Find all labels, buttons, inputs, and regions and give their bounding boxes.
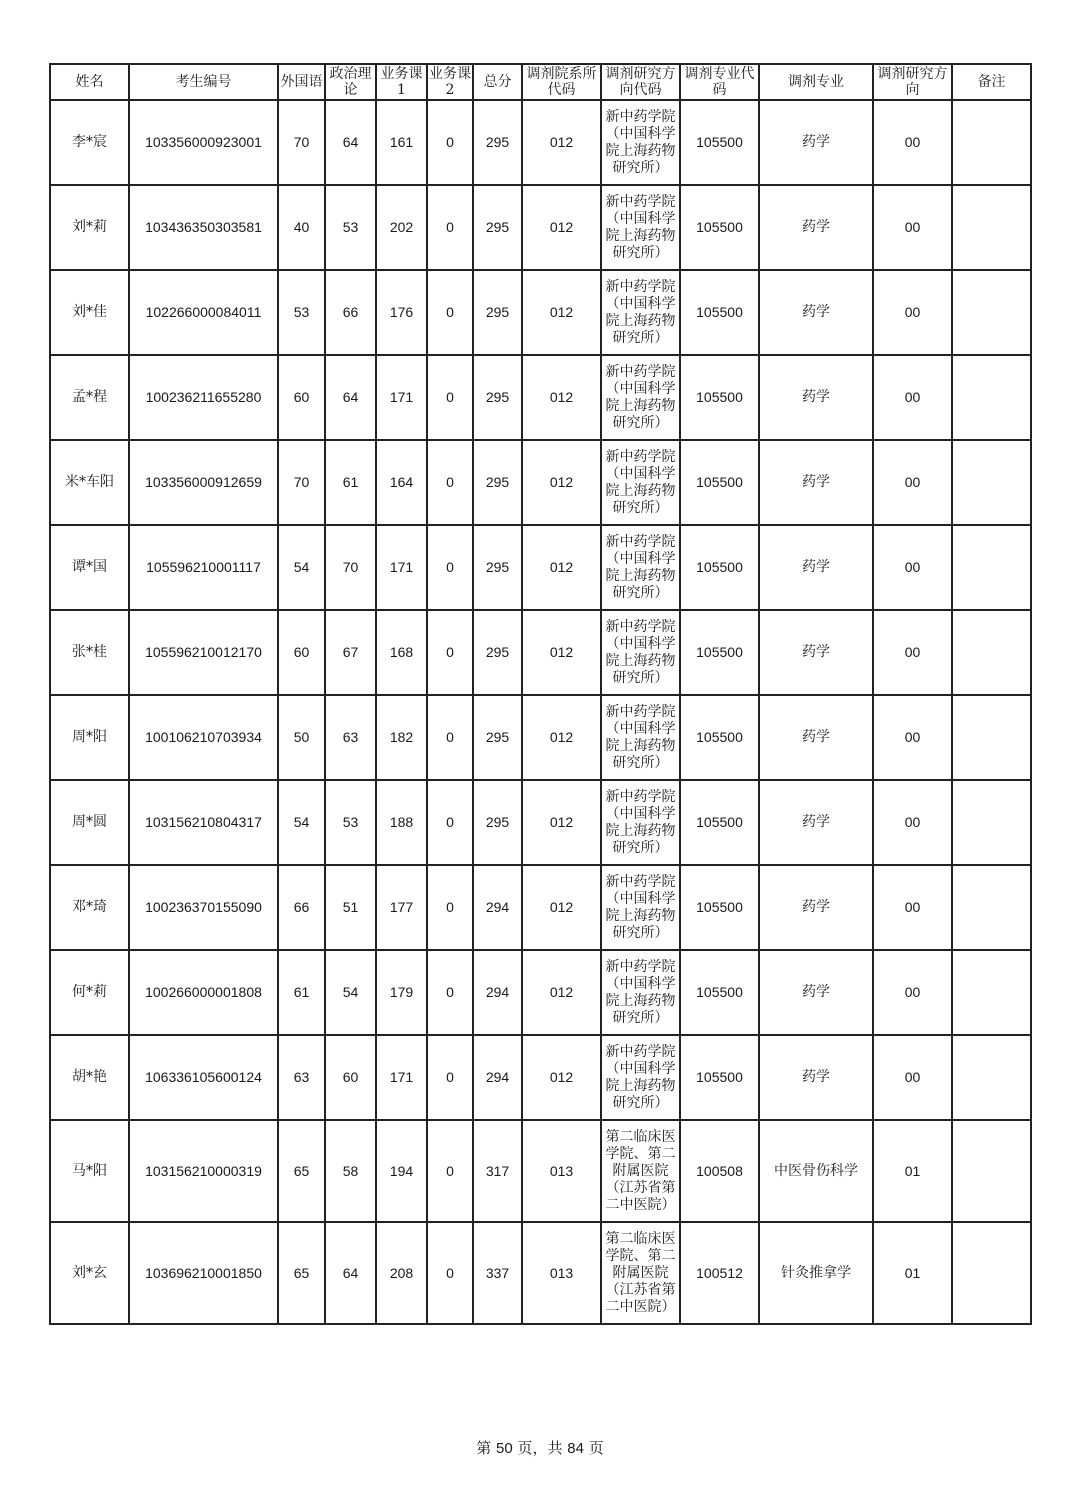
table-row [50,440,1031,525]
cell-politics: 70 [325,525,376,610]
cell-exam-id: 103156210804317 [129,780,278,865]
cell-foreign-language: 54 [278,780,325,865]
cell-total: 295 [473,355,522,440]
cell-major-code: 105500 [680,185,759,270]
cell-foreign-language: 50 [278,695,325,780]
cell-direction: 01 [873,1120,952,1222]
cell-course2: 0 [427,1035,473,1120]
cell-foreign-language: 63 [278,1035,325,1120]
footer-prefix: 第 [476,1439,492,1457]
cell-major: 药学 [759,695,873,780]
cell-direction: 00 [873,695,952,780]
cell-dept-code: 012 [522,185,601,270]
cell-name: 刘*玄 [50,1222,129,1324]
cell-direction: 00 [873,100,952,185]
cell-direction-code: 第二临床医学院、第二附属医院（江苏省第二中医院） [601,1120,680,1222]
table-row [50,185,1031,270]
footer-page-number: 50 [496,1440,513,1457]
cell-course2: 0 [427,610,473,695]
cell-course2: 0 [427,525,473,610]
cell-course2: 0 [427,100,473,185]
cell-dept-code: 012 [522,695,601,780]
cell-direction: 00 [873,865,952,950]
cell-name: 周*阳 [50,695,129,780]
cell-total: 295 [473,695,522,780]
cell-foreign-language: 66 [278,865,325,950]
cell-major: 药学 [759,610,873,695]
table-row [50,1035,1031,1120]
table-row [50,525,1031,610]
header-major-code: 调剂专业代码 [680,64,759,100]
cell-course2: 0 [427,780,473,865]
cell-major-code: 105500 [680,950,759,1035]
cell-major: 针灸推拿学 [759,1222,873,1324]
cell-politics: 66 [325,270,376,355]
header-politics: 政治理论 [325,64,376,100]
cell-course1: 208 [376,1222,427,1324]
cell-direction: 00 [873,1035,952,1120]
cell-foreign-language: 70 [278,440,325,525]
table-row [50,355,1031,440]
cell-major: 药学 [759,100,873,185]
cell-course1: 202 [376,185,427,270]
cell-direction-code: 新中药学院（中国科学院上海药物研究所） [601,780,680,865]
cell-name: 胡*艳 [50,1035,129,1120]
cell-dept-code: 012 [522,100,601,185]
cell-course1: 171 [376,1035,427,1120]
cell-course1: 188 [376,780,427,865]
header-remark: 备注 [952,64,1031,100]
table-row [50,270,1031,355]
cell-remark [952,1120,1031,1222]
cell-exam-id: 100106210703934 [129,695,278,780]
cell-total: 295 [473,525,522,610]
cell-major: 药学 [759,865,873,950]
cell-course1: 176 [376,270,427,355]
cell-major: 中医骨伤科学 [759,1120,873,1222]
cell-name: 周*圆 [50,780,129,865]
cell-exam-id: 105596210012170 [129,610,278,695]
cell-exam-id: 103356000923001 [129,100,278,185]
cell-remark [952,610,1031,695]
cell-politics: 64 [325,100,376,185]
cell-foreign-language: 54 [278,525,325,610]
cell-course2: 0 [427,185,473,270]
cell-course2: 0 [427,695,473,780]
cell-name: 米*车阳 [50,440,129,525]
cell-direction-code: 新中药学院（中国科学院上海药物研究所） [601,865,680,950]
cell-politics: 53 [325,780,376,865]
cell-total: 295 [473,440,522,525]
cell-dept-code: 012 [522,780,601,865]
header-foreign-language: 外国语 [278,64,325,100]
cell-course2: 0 [427,1120,473,1222]
cell-total: 295 [473,780,522,865]
cell-politics: 63 [325,695,376,780]
cell-remark [952,185,1031,270]
cell-foreign-language: 61 [278,950,325,1035]
header-course2: 业务课2 [429,66,471,98]
cell-direction-code: 新中药学院（中国科学院上海药物研究所） [601,525,680,610]
cell-politics: 51 [325,865,376,950]
cell-course2: 0 [427,1222,473,1324]
cell-foreign-language: 60 [278,610,325,695]
cell-major: 药学 [759,950,873,1035]
cell-course1: 168 [376,610,427,695]
cell-major-code: 105500 [680,525,759,610]
cell-major-code: 105500 [680,100,759,185]
cell-dept-code: 012 [522,270,601,355]
cell-total: 295 [473,610,522,695]
cell-major-code: 105500 [680,355,759,440]
cell-total: 294 [473,865,522,950]
cell-total: 295 [473,270,522,355]
header-exam-id: 考生编号 [129,64,278,100]
cell-major-code: 105500 [680,695,759,780]
cell-exam-id: 103436350303581 [129,185,278,270]
cell-major-code: 105500 [680,1035,759,1120]
cell-major-code: 105500 [680,865,759,950]
cell-direction: 00 [873,185,952,270]
cell-course1: 177 [376,865,427,950]
cell-dept-code: 012 [522,950,601,1035]
cell-course2: 0 [427,865,473,950]
table-row [50,1222,1031,1324]
header-total: 总分 [473,64,522,100]
cell-dept-code: 012 [522,355,601,440]
cell-direction-code: 新中药学院（中国科学院上海药物研究所） [601,270,680,355]
cell-major-code: 105500 [680,780,759,865]
table-row [50,100,1031,185]
table-row [50,950,1031,1035]
cell-foreign-language: 70 [278,100,325,185]
cell-major-code: 100508 [680,1120,759,1222]
cell-exam-id: 100266000001808 [129,950,278,1035]
footer-middle: 页，共 [517,1439,563,1457]
cell-remark [952,865,1031,950]
cell-politics: 64 [325,355,376,440]
header-major: 调剂专业 [759,64,873,100]
cell-exam-id: 103356000912659 [129,440,278,525]
header-row [50,64,1031,100]
cell-direction-code: 新中药学院（中国科学院上海药物研究所） [601,355,680,440]
cell-major: 药学 [759,185,873,270]
adjustment-table [49,63,1032,1325]
cell-direction: 00 [873,355,952,440]
cell-foreign-language: 60 [278,355,325,440]
table-body [50,100,1031,1324]
cell-total: 295 [473,100,522,185]
cell-politics: 53 [325,185,376,270]
cell-exam-id: 103156210000319 [129,1120,278,1222]
cell-politics: 54 [325,950,376,1035]
cell-politics: 67 [325,610,376,695]
cell-major: 药学 [759,525,873,610]
cell-total: 294 [473,950,522,1035]
cell-remark [952,270,1031,355]
cell-course1: 171 [376,525,427,610]
cell-direction-code: 新中药学院（中国科学院上海药物研究所） [601,100,680,185]
cell-remark [952,100,1031,185]
cell-exam-id: 100236370155090 [129,865,278,950]
cell-name: 邓*琦 [50,865,129,950]
cell-direction-code: 新中药学院（中国科学院上海药物研究所） [601,440,680,525]
cell-direction-code: 新中药学院（中国科学院上海药物研究所） [601,695,680,780]
cell-course1: 171 [376,355,427,440]
cell-dept-code: 013 [522,1120,601,1222]
table-row [50,695,1031,780]
cell-foreign-language: 65 [278,1222,325,1324]
cell-name: 张*桂 [50,610,129,695]
cell-name: 刘*莉 [50,185,129,270]
cell-total: 295 [473,185,522,270]
cell-direction-code: 新中药学院（中国科学院上海药物研究所） [601,1035,680,1120]
header-direction: 调剂研究方向 [873,64,952,100]
cell-direction-code: 新中药学院（中国科学院上海药物研究所） [601,185,680,270]
cell-exam-id: 103696210001850 [129,1222,278,1324]
header-course1: 业务课1 [376,64,427,100]
cell-remark [952,695,1031,780]
cell-direction: 00 [873,270,952,355]
cell-direction: 00 [873,610,952,695]
cell-course1: 179 [376,950,427,1035]
cell-exam-id: 106336105600124 [129,1035,278,1120]
cell-politics: 58 [325,1120,376,1222]
cell-direction: 00 [873,440,952,525]
header-dept-code: 调剂院系所代码 [522,64,601,100]
cell-foreign-language: 40 [278,185,325,270]
cell-major: 药学 [759,780,873,865]
cell-total: 294 [473,1035,522,1120]
cell-major: 药学 [759,1035,873,1120]
cell-course1: 182 [376,695,427,780]
cell-major: 药学 [759,355,873,440]
table-row [50,780,1031,865]
cell-direction: 00 [873,950,952,1035]
cell-politics: 64 [325,1222,376,1324]
cell-name: 何*莉 [50,950,129,1035]
cell-remark [952,950,1031,1035]
table-row [50,865,1031,950]
cell-remark [952,1035,1031,1120]
cell-course2: 0 [427,440,473,525]
cell-remark [952,440,1031,525]
cell-total: 337 [473,1222,522,1324]
footer-total-pages: 84 [567,1440,584,1457]
cell-course1: 164 [376,440,427,525]
cell-dept-code: 012 [522,865,601,950]
cell-major-code: 105500 [680,270,759,355]
cell-name: 孟*程 [50,355,129,440]
page-footer [0,1437,1080,1458]
cell-direction: 01 [873,1222,952,1324]
cell-remark [952,780,1031,865]
cell-remark [952,355,1031,440]
cell-major-code: 100512 [680,1222,759,1324]
cell-direction-code: 第二临床医学院、第二附属医院（江苏省第二中医院） [601,1222,680,1324]
cell-direction: 00 [873,780,952,865]
cell-politics: 61 [325,440,376,525]
cell-exam-id: 102266000084011 [129,270,278,355]
cell-course2: 0 [427,270,473,355]
cell-name: 李*宸 [50,100,129,185]
cell-total: 317 [473,1120,522,1222]
cell-major: 药学 [759,440,873,525]
cell-exam-id: 105596210001117 [129,525,278,610]
cell-dept-code: 012 [522,610,601,695]
footer-suffix: 页 [588,1439,604,1457]
cell-name: 马*阳 [50,1120,129,1222]
cell-direction-code: 新中药学院（中国科学院上海药物研究所） [601,610,680,695]
cell-major-code: 105500 [680,610,759,695]
cell-dept-code: 012 [522,525,601,610]
cell-course1: 194 [376,1120,427,1222]
table-row [50,610,1031,695]
header-direction-code: 调剂研究方向代码 [601,64,680,100]
cell-remark [952,1222,1031,1324]
cell-direction: 00 [873,525,952,610]
cell-name: 谭*国 [50,525,129,610]
header-name: 姓名 [50,64,129,100]
cell-dept-code: 012 [522,440,601,525]
cell-politics: 60 [325,1035,376,1120]
cell-direction-code: 新中药学院（中国科学院上海药物研究所） [601,950,680,1035]
cell-major-code: 105500 [680,440,759,525]
cell-course1: 161 [376,100,427,185]
cell-foreign-language: 65 [278,1120,325,1222]
cell-dept-code: 012 [522,1035,601,1120]
cell-dept-code: 013 [522,1222,601,1324]
cell-exam-id: 100236211655280 [129,355,278,440]
table-row [50,1120,1031,1222]
cell-name: 刘*佳 [50,270,129,355]
cell-remark [952,525,1031,610]
cell-course2: 0 [427,355,473,440]
cell-major: 药学 [759,270,873,355]
cell-course2: 0 [427,950,473,1035]
cell-foreign-language: 53 [278,270,325,355]
